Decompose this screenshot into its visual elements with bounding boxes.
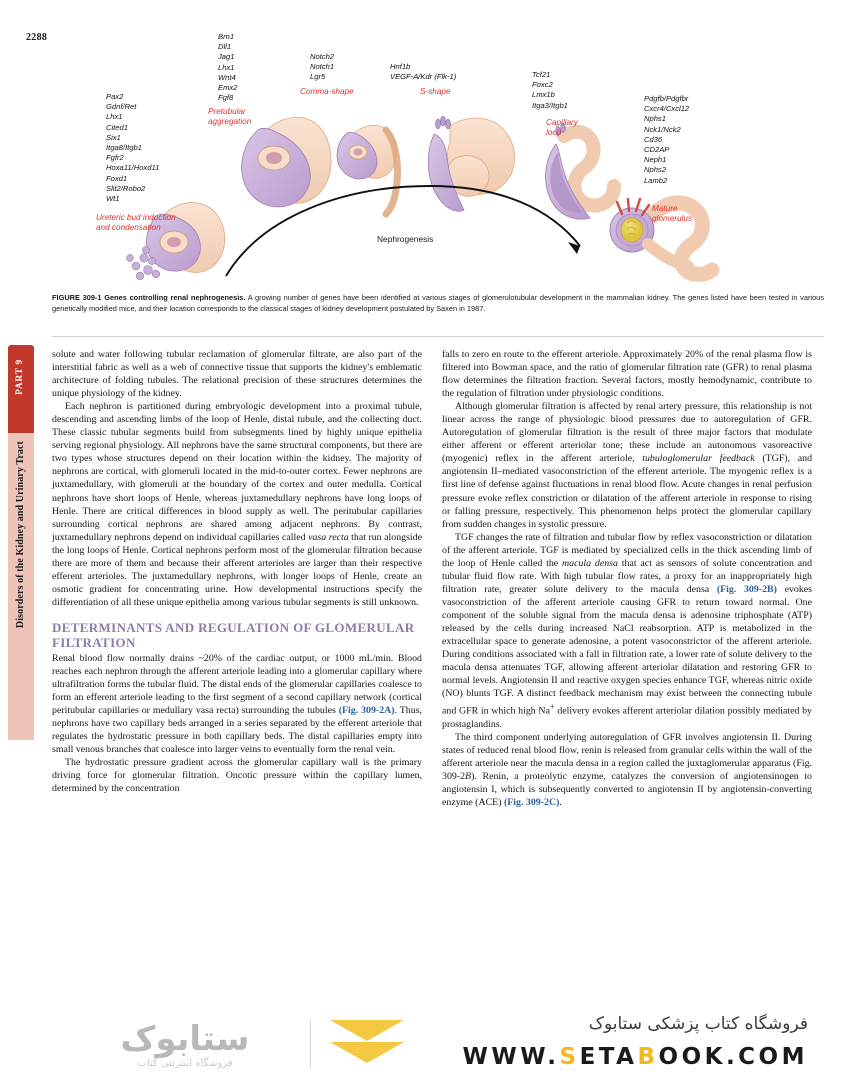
paragraph-autoreg-b: (TGF), and angiotensin II–mediated vasoconstriction of the efferent arteriole. The myogenic reflex is a first line of defense against fluctuations in renal blood flow. Acute changes in renal perfusion pressure evoke reflex constriction or dilatation of the afferent arteriole in response to rising or falling pressure, respectively. This phenomenon helps protect the glomerular capillary from sudden changes in systolic pressure. xyxy=(442,453,813,530)
chevron-bottom-icon xyxy=(330,1042,404,1063)
paragraph-tgf xyxy=(442,531,812,731)
logo-brand-fa: ستابوک xyxy=(120,1019,250,1059)
figure-caption-label: FIGURE 309-1 xyxy=(52,293,102,302)
term-tubuloglomerular-feedback: tubuloglomerular feedback xyxy=(642,453,755,465)
paragraph-hydrostatic-pressure: The hydrostatic pressure gradient across the glomerular capillary wall is the primary driving force for glomerular filtration. Oncotic pressure within the capillary lumen, determined by the concentration xyxy=(52,757,422,795)
footer-url[interactable] xyxy=(463,1044,809,1070)
figure-reference-309-2a[interactable] xyxy=(339,705,395,716)
paragraph-tgf-d: delivery evokes afferent arteriolar dilation possibly mediated by prostaglandins. xyxy=(442,705,812,730)
gene-list-mature-glomerulus: Pdgfb/Pdgfbr Cxcr4/Cxcl12 Nphs1 Nck1/Nck2 Cd36 CD2AP Neph1 Nphs2 Lamb2 xyxy=(644,94,690,185)
logo-divider xyxy=(310,1020,311,1068)
stage-comma-shape xyxy=(337,125,397,214)
part-title-label: Disorders of the Kidney and Urinary Tract xyxy=(14,441,26,629)
stage-label-mature-glomerulus: Mature glomerulus xyxy=(652,204,693,224)
paragraph-angio-d: . xyxy=(559,796,562,808)
term-macula-densa: macula densa xyxy=(562,557,618,569)
figure-reference-309-2a-text: (Fig. 309-2A) xyxy=(338,705,395,717)
paragraph-nephron-partitioning xyxy=(52,400,422,609)
body-column-right xyxy=(442,348,812,809)
url-part-1: S xyxy=(559,1044,580,1070)
page-number: 2288 xyxy=(26,32,48,43)
url-part-0: WWW. xyxy=(462,1044,560,1070)
figure-reference-309-2c-text: (Fig. 309-2C) xyxy=(503,796,560,808)
part-tab-title-band xyxy=(8,433,34,740)
gene-list-comma-shape: Notch2 Notch1 Lgr5 xyxy=(310,52,335,82)
chevron-top-icon xyxy=(330,1020,404,1041)
part-tab xyxy=(8,345,34,740)
paragraph-angiotensin xyxy=(442,731,812,809)
figure-caption-title: Genes controlling renal nephrogenesis. xyxy=(104,293,246,302)
caption-divider xyxy=(52,336,824,337)
nephrogenesis-label: Nephrogenesis xyxy=(377,234,434,244)
stage-label-ureteric-bud: Ureteric bud induction and condensation xyxy=(96,213,176,233)
footer-watermark xyxy=(0,1006,844,1080)
stage-label-pretubular-aggregation: Pretubular aggregation xyxy=(208,107,252,127)
paragraph-tgf-a: TGF changes the rate of filtration and tubular flow by reflex vasoconstriction or dilatation of the afferent arteriole. TGF is mediated by specialized cells in the thick ascending limb of the loop of Henle called the xyxy=(442,531,812,569)
section-heading-determinants: DETERMINANTS AND REGULATION OF GLOMERULAR FILTRATION xyxy=(52,619,415,651)
figure-caption-body: A growing number of genes have been identified at various stages of glomerulotubular development in the mammalian kidney. The genes listed have been tested in various genetically modified mice, and their location corresponds to the classical stages of kidney development postulated by Saxen in 1987. xyxy=(52,293,824,314)
paragraph-filtration-fraction: falls to zero en route to the efferent arteriole. Approximately 20% of the renal plasma flow is filtered into Bowman space, and the ratio of glomerular filtration rate (GFR) to renal plasma flow determines the filtration fraction. Several factors, mostly hemodynamic, contribute to the regulation of filtration under physiologic conditions. xyxy=(442,349,812,400)
body-column-left xyxy=(52,348,422,795)
paragraph-autoreg-a: Although glomerular filtration is affected by renal artery pressure, this relationship is not linear across the range of physiologic blood pressures due to autoregulation of GFR. Autoregulation of glomerular filtration is the result of three major factors that modulate either afferent or efferent arteriolar tone; these include an autonomous vasoreactive (myogenic) reflex in the afferent arteriole, xyxy=(442,401,812,465)
figure-309-1 xyxy=(52,18,824,283)
paragraph-angio-b-italic: B xyxy=(465,770,472,782)
paragraph-renal-blood-flow xyxy=(52,652,422,756)
paragraph-autoregulation xyxy=(442,400,812,530)
figure-reference-309-2c[interactable] xyxy=(503,796,562,808)
figure-reference-309-2b[interactable] xyxy=(717,584,777,595)
stage-label-comma-shape: Comma-shape xyxy=(300,87,354,96)
gene-list-pretubular-aggregation: Brn1 Dll1 Jag1 Lhx1 Wnt4 Emx2 Fgf8 xyxy=(218,32,238,103)
term-vasa-recta: vasa recta xyxy=(308,531,349,543)
url-part-3: B xyxy=(637,1044,659,1070)
url-part-2: ETA xyxy=(579,1044,638,1070)
stage-label-s-shape: S-shape xyxy=(420,87,451,96)
figure-caption xyxy=(52,292,824,314)
stage-pretubular-aggregation xyxy=(242,117,331,206)
part-tab-number-band xyxy=(8,345,34,433)
gene-list-ureteric-bud: Pax2 Gdnf/Ret Lhx1 Cited1 Six1 Itga8/Itgb1 Fgfr2 Hoxa11/Hoxd11 Foxd1 Slit2/Robo2 Wt1 xyxy=(106,92,160,204)
gene-list-capillary-loop: Tcf21 Foxc2 Lmx1b Itga3/Itgb1 xyxy=(532,70,568,110)
nephrogenesis-illustration xyxy=(52,18,824,283)
stage-s-shape xyxy=(428,116,514,211)
paragraph-tgf-c: evokes vasoconstriction of the afferent arteriole causing GFR to return toward normal. One component of the soluble signal from the macula densa is adenosine triphosphate (ATP) released by the cells during increased NaCl reabsorption. ATP is metabolized in the extracellular space to generate adenosine, a potent vasoconstrictor of the afferent arteriole. During conditions associated with a fall in filtration rate, a lower rate of solute delivery to the macula densa attenuates TGF, allowing afferent arteriolar dilatation and restoring GFR to normal levels. Angiotensin II and reactive oxygen species enhance TGF, whereas nitric oxide (NO) blunts TGF. A distinct feedback mechanism may exist between the connecting tubule and GFR in which high Na xyxy=(442,583,812,717)
paragraph-tgf-b: that act as sensors of solute concentration and tubular fluid flow rate. With high tubular flow rates, a proxy for an inappropriately high filtration rate, greater solute delivery to the macula densa xyxy=(442,557,813,595)
paragraph-angio-c: ). Renin, a proteolytic enzyme, catalyzes the conversion of angiotensinogen to angiotensin I, which is subsequently converted to angiotensin II by angiotensin-converting enzyme (ACE) xyxy=(442,770,812,808)
footer-tagline-fa: فروشگاه کتاب پزشکی ستابوک xyxy=(588,1014,808,1034)
paragraph-rbf-b: . Thus, nephrons have two capillary beds arranged in a series separated by the efferent arteriole that regulates the hydrostatic pressure in both capillary beds. The distal capillaries empty into small venous branches that coalesce into larger veins to eventually form the renal vein. xyxy=(52,705,422,756)
logo-subtitle-fa: فروشگاه اینترنتی کتاب xyxy=(137,1058,233,1069)
url-part-4: OOK.COM xyxy=(658,1044,808,1070)
paragraph-nephron-part-b: that run alongside the long loops of Henle. Cortical nephrons perform most of the glomerular filtration because there are more of them and because their afferent arterioles are larger than their respective efferent arterioles. The juxtamedullary nephrons, with longer loops of Henle, create an osmotic gradient for concentrating urine. How developmental instructions specify the differentiation of all these unique epithelia among various tubular segments is still unknown. xyxy=(52,531,422,608)
chevron-mark-icon xyxy=(330,1020,404,1072)
part-number-label: PART 9 xyxy=(15,359,25,395)
stage-label-capillary-loop: Capillary loop xyxy=(546,118,578,138)
setabook-logo xyxy=(72,1012,402,1078)
paragraph-nephron-part-a: Each nephron is partitioned during embryologic development into a proximal tubule, descending and ascending limbs of the loop of Henle, distal tubule, and the collecting duct. These classic tubular segments build from subsegments lined by highly unique epithelia serving regional physiology. All nephrons have the same structural components, but there are two types whose structures depend on their location within the kidney. The majority of nephrons are cortical, with glomeruli located in the mid-to-outer cortex. Fewer nephrons are juxtamedullary, with glomeruli at the boundary of the cortex and outer medulla. Cortical nephrons have short loops of Henle, whereas juxtamedullary nephrons have long loops of Henle. There are critical differences in blood supply as well. The peritubular capillaries surrounding cortical nephrons are shared among adjacent nephrons. By contrast, juxtamedullary nephrons depend on individual capillaries called xyxy=(52,401,422,543)
paragraph-continuation: solute and water following tubular reclamation of glomerular filtrate, are also part of the interstitial fabric as well as a web of connective tissue that supports the kidney's emblematic architecture of folding tubules. The relational precision of these structures determines the unique physiology of the kidney. xyxy=(52,349,422,400)
paragraph-rbf-a: Renal blood flow normally drains ~20% of the cardiac output, or 1000 mL/min. Blood reaches each nephron through the afferent arteriole leading into a glomerular capillary where ultrafiltration forms the tubular fluid. The distal ends of the glomerular capillaries coalesce to form an efferent arteriole leading to the first segment of a second capillary network (cortical peritubular capillaries or medullary vasa recta) surrounding the tubules xyxy=(52,652,422,717)
paragraph-angio-a: The third component underlying autoregulation of GFR involves angiotensin II. During states of reduced renal blood flow, renin is released from granular cells within the wall of the afferent arteriole near the macula densa in a region called the juxtaglomerular apparatus (Fig. 309-2 xyxy=(442,731,812,782)
gene-list-s-shape: Hnf1b VEGF-A/Kdr (Flk-1) xyxy=(390,62,457,82)
figure-reference-309-2b-text: (Fig. 309-2B) xyxy=(716,583,777,595)
superscript-na-plus: + xyxy=(549,702,555,712)
